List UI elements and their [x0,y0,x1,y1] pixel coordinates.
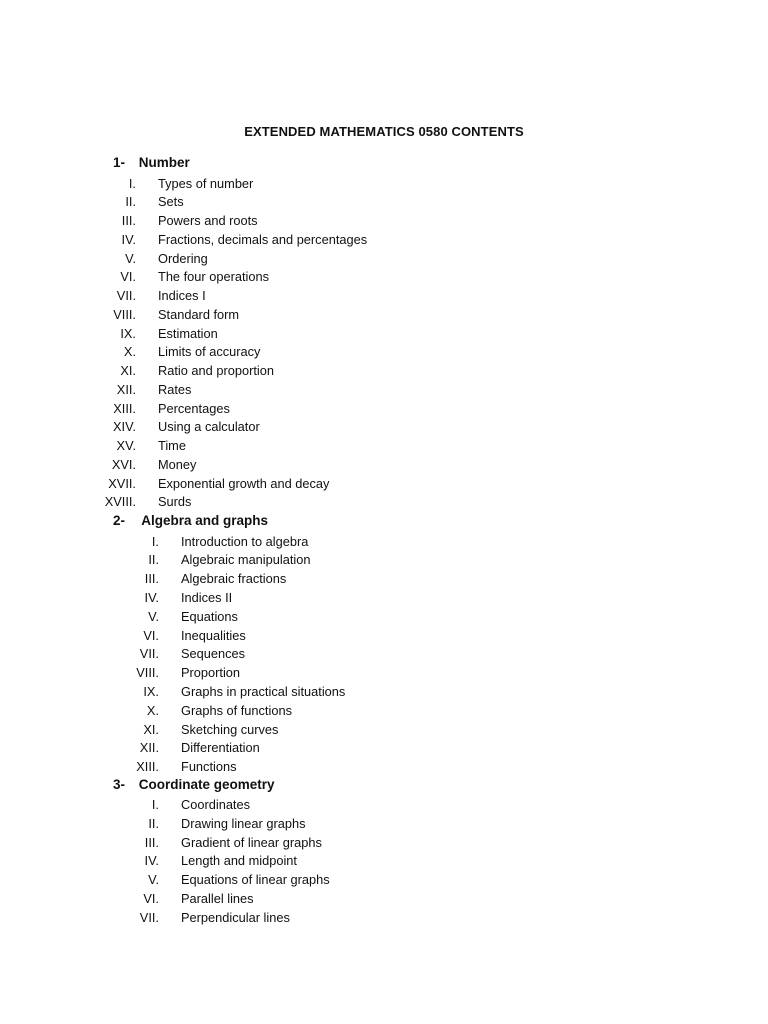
list-item-numeral: IV. [144,589,159,605]
list-item-label: Graphs in practical situations [181,683,346,699]
list-item [0,702,768,720]
list-item [0,475,768,493]
list-item-numeral: XI. [143,721,159,737]
list-item [0,362,768,380]
list-item-label: Indices I [158,288,206,303]
list-item [0,834,768,852]
list-item-numeral: II. [148,815,159,831]
list-item-numeral: I. [128,175,136,191]
list-item-label: Sequences [181,646,246,662]
list-item [0,758,768,776]
list-item-label: Coordinates [181,797,251,812]
section-heading-coordinate-geometry [113,777,275,792]
list-item [0,739,768,757]
list-item-label: Rates [158,381,192,397]
list-item-label: Using a calculator [158,419,260,435]
list-item-label: Length and midpoint [181,853,297,869]
section-number: 2- [113,513,126,528]
list-item-label: Ratio and proportion [158,363,274,378]
list-item-numeral: V. [148,608,159,624]
list-item-numeral: XVIII. [104,494,136,510]
list-item-label: The four operations [158,269,269,285]
list-item [0,608,768,626]
list-item-numeral: VI. [120,269,136,285]
list-item-numeral: VI. [143,627,159,643]
list-item [0,533,768,551]
section-title: Coordinate geometry [138,777,275,792]
list-item-label: Inequalities [181,627,246,643]
list-item-numeral: XVII. [108,475,136,491]
list-item-numeral: IV. [121,231,136,247]
list-item-numeral: XI. [120,363,136,378]
list-item-numeral: V. [125,250,136,266]
section-number: 3- [113,777,126,792]
list-item [0,343,768,361]
list-item-label: Functions [181,759,237,775]
list-item [0,721,768,739]
list-item-numeral: I. [151,797,159,812]
list-item [0,268,768,286]
list-item-numeral: XVI. [111,456,136,472]
list-item [0,871,768,889]
list-item-numeral: XV. [116,438,136,453]
list-item-label: Algebraic fractions [181,571,287,587]
list-item-label: Exponential growth and decay [158,475,330,491]
list-item-numeral: I. [151,533,159,549]
list-item-numeral: III. [121,213,136,228]
list-item-label: Ordering [158,250,208,266]
list-item-label: Parallel lines [181,891,254,906]
list-item [0,645,768,663]
list-item-numeral: VII. [139,909,159,925]
list-item [0,551,768,569]
list-item [0,400,768,418]
list-item-numeral: XII. [116,381,136,397]
list-item-numeral: XIII. [113,400,136,416]
section-heading-algebra [113,513,268,528]
list-item [0,306,768,324]
list-item-label: Surds [158,494,192,510]
list-item [0,852,768,870]
list-item-numeral: VI. [143,891,159,906]
list-item-numeral: XIV. [112,419,136,435]
list-item-numeral: XIII. [136,759,159,775]
list-item-label: Equations [181,608,238,624]
list-item [0,193,768,211]
list-item-numeral: VIII. [136,665,159,681]
list-item-label: Indices II [181,589,233,605]
section-heading-number [113,155,190,170]
list-item-label: Equations of linear graphs [181,872,330,888]
list-item-label: Algebraic manipulation [181,552,311,568]
list-item-numeral: II. [148,552,159,568]
list-item [0,250,768,268]
list-item [0,627,768,645]
list-item [0,381,768,399]
list-item-label: Perpendicular lines [181,909,290,925]
list-item [0,683,768,701]
list-item-label: Powers and roots [158,213,258,228]
list-item-numeral: IX. [120,325,136,341]
list-item-numeral: VIII. [113,306,136,322]
list-item-label: Gradient of linear graphs [181,834,322,850]
list-item-label: Proportion [181,665,241,681]
document-title: EXTENDED MATHEMATICS 0580 CONTENTS [244,124,524,139]
list-item-label: Sketching curves [181,721,279,737]
list-item [0,589,768,607]
list-item-numeral: X. [123,344,136,360]
list-item [0,796,768,814]
list-item [0,212,768,230]
list-item-label: Differentiation [181,740,260,756]
list-item-label: Time [158,438,186,453]
list-item-numeral: V. [148,872,159,888]
section-number: 1- [113,155,126,170]
list-item-label: Sets [158,194,184,210]
list-item [0,287,768,305]
list-item [0,231,768,249]
list-item-label: Fractions, decimals and percentages [158,231,368,247]
list-item-label: Standard form [158,306,240,322]
list-item-numeral: III. [144,571,159,587]
list-item-label: Types of number [158,175,254,191]
list-item [0,437,768,455]
list-item [0,664,768,682]
list-item-label: Money [158,456,197,472]
list-item-numeral: III. [144,834,159,850]
section-title: Algebra and graphs [141,513,269,528]
list-item-numeral: VII. [139,646,159,662]
list-item [0,909,768,927]
section-title: Number [138,155,190,170]
list-item-numeral: X. [146,702,159,718]
list-item-numeral: XII. [139,740,159,756]
list-item [0,418,768,436]
list-item-numeral: VII. [116,288,136,303]
list-item [0,456,768,474]
list-item-label: Graphs of functions [181,702,292,718]
list-item [0,325,768,343]
list-item [0,890,768,908]
list-item-label: Estimation [158,325,218,341]
list-item-numeral: IX. [143,683,159,699]
list-item [0,493,768,511]
list-item-label: Introduction to algebra [181,533,309,549]
list-item [0,570,768,588]
list-item-numeral: II. [125,194,136,210]
list-item-label: Limits of accuracy [158,344,261,360]
list-item [0,815,768,833]
list-item-label: Drawing linear graphs [181,815,306,831]
list-item-numeral: IV. [144,853,159,869]
list-item [0,175,768,193]
list-item-label: Percentages [158,400,230,416]
